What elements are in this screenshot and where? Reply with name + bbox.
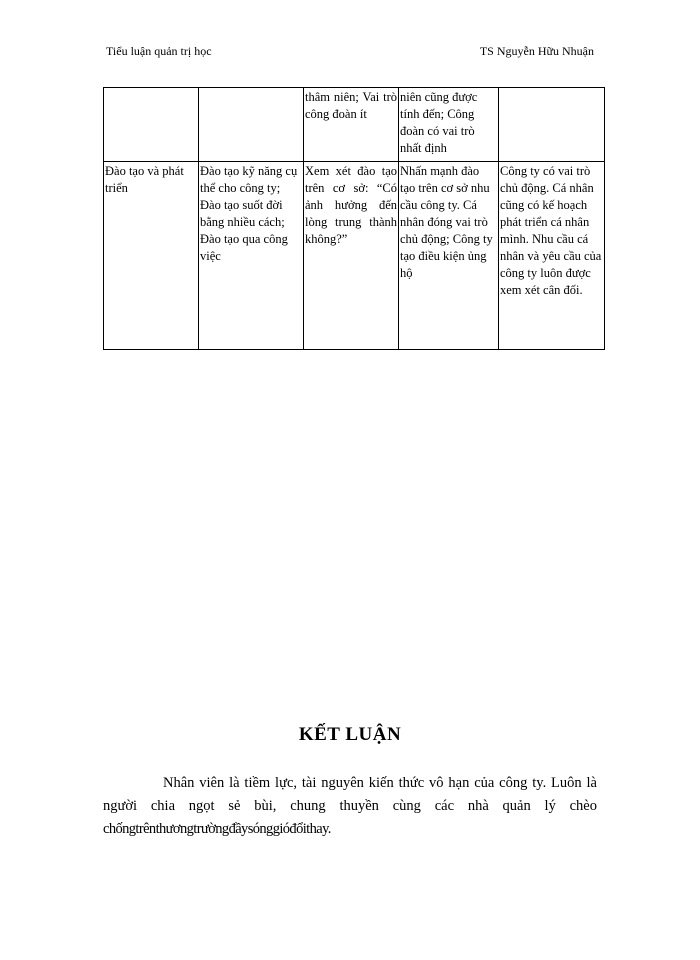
table-cell: Đào tạo kỹ năng cụ thể cho công ty; Đào tạo suốt đời bằng nhiều cách; Đào tạo qua công việc <box>199 162 304 350</box>
table-row <box>104 88 605 162</box>
table-cell: thâm niên; Vai trò công đoàn ít <box>304 88 399 162</box>
conclusion-title: KẾT LUẬN <box>298 724 402 745</box>
conclusion-text-tail: chốngtrênthươngtrườngđầysónggióđổithay. <box>103 821 331 837</box>
header-course-title: Tiểu luận quản trị học <box>106 44 212 58</box>
table-cell: Xem xét đào tạo trên cơ sở: “Có ảnh hưởng đến lòng trung thành không?” <box>304 162 399 350</box>
conclusion-paragraph <box>103 772 597 841</box>
table-cell <box>499 88 605 162</box>
table-cell-category: Đào tạo và phát triển <box>104 162 199 350</box>
conclusion-text: Nhân viên là tiềm lực, tài nguyên kiến thức vô hạn của công ty. Luôn là người chia ngọt sẻ bùi, chung thuyền cùng các nhà quản lý chèo <box>103 775 597 814</box>
table-cell <box>104 88 199 162</box>
comparison-table <box>103 87 605 350</box>
page-header <box>106 44 594 59</box>
table-cell: Công ty có vai trò chủ động. Cá nhân cũng có kế hoạch phát triển cá nhân mình. Nhu cầu cá nhân và yêu cầu của công ty luôn được xem xét cân đối. <box>499 162 605 350</box>
table-row <box>104 162 605 350</box>
table-cell: Nhấn mạnh đào tạo trên cơ sở nhu cầu công ty. Cá nhân đóng vai trò chủ động; Công ty tạo điều kiện ủng hộ <box>399 162 499 350</box>
table-cell <box>199 88 304 162</box>
table-cell: niên cũng được tính đến; Công đoàn có vai trò nhất định <box>399 88 499 162</box>
header-author: TS Nguyễn Hữu Nhuận <box>479 44 594 58</box>
